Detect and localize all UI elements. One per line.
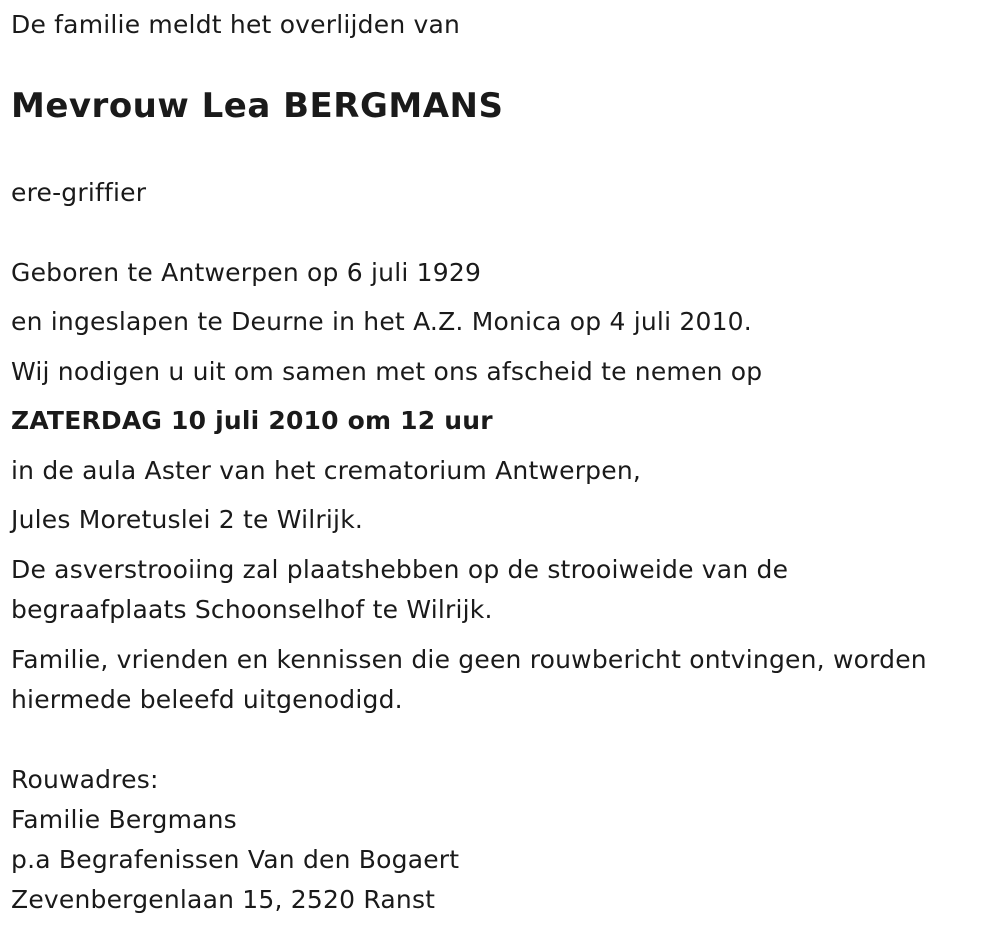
intro-text: De familie meldt het overlijden van: [11, 10, 461, 39]
scattering-line-1: De asverstrooiing zal plaatshebben op de strooiweide van de: [11, 555, 789, 584]
address-line-3: Zevenbergenlaan 15, 2520 Ranst: [11, 885, 436, 914]
address-line-1: Familie Bergmans: [11, 805, 237, 834]
address-label: Rouwadres:: [11, 765, 159, 794]
deceased-title: ere-griffier: [11, 178, 147, 207]
deceased-name: Mevrouw Lea BERGMANS: [11, 86, 504, 126]
venue-line-2: Jules Moretuslei 2 te Wilrijk.: [11, 505, 364, 534]
invitation-line-2: hiermede beleefd uitgenodigd.: [11, 685, 403, 714]
birth-text: Geboren te Antwerpen op 6 juli 1929: [11, 258, 482, 287]
scattering-line-2: begraafplaats Schoonselhof te Wilrijk.: [11, 595, 493, 624]
invitation-line-1: Familie, vrienden en kennissen die geen rouwbericht ontvingen, worden: [11, 645, 927, 674]
ceremony-date: ZATERDAG 10 juli 2010 om 12 uur: [11, 406, 493, 435]
death-text: en ingeslapen te Deurne in het A.Z. Monica op 4 juli 2010.: [11, 307, 752, 336]
venue-line-1: in de aula Aster van het crematorium Antwerpen,: [11, 456, 642, 485]
address-line-2: p.a Begrafenissen Van den Bogaert: [11, 845, 460, 874]
invite-text: Wij nodigen u uit om samen met ons afscheid te nemen op: [11, 357, 763, 386]
